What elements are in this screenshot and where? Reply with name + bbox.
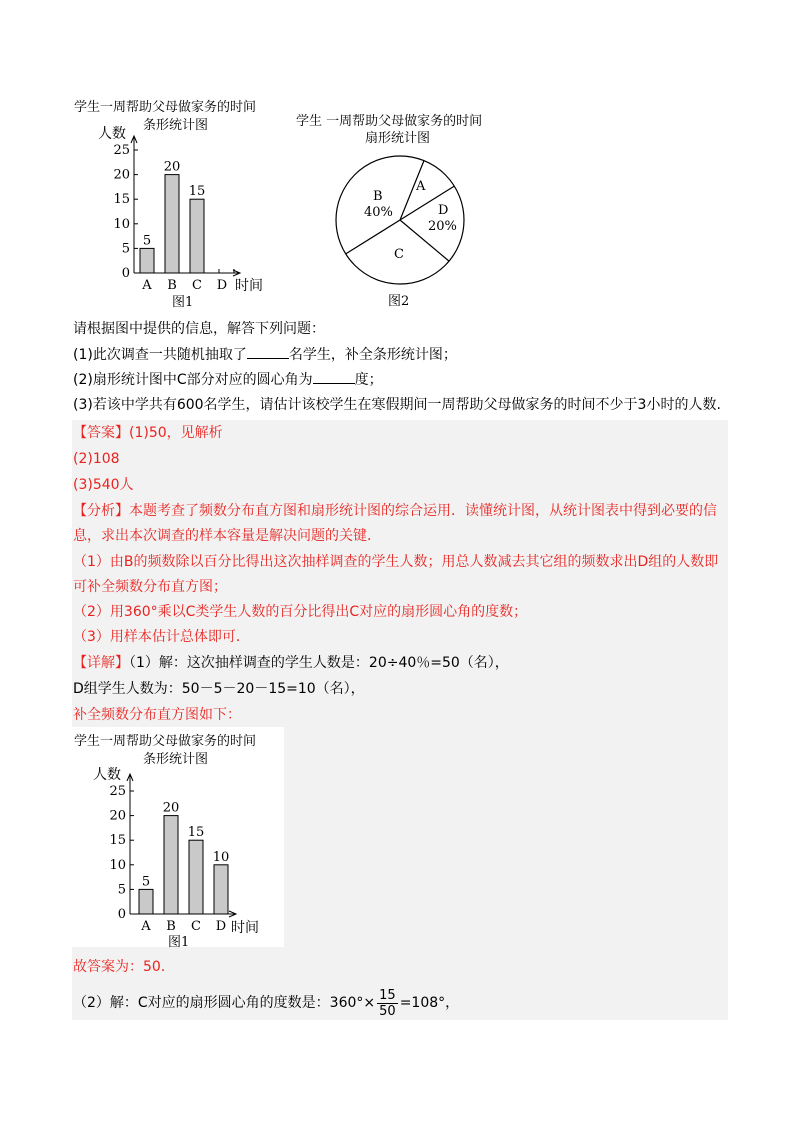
figure3-xlabel: 时间 [231, 920, 259, 936]
detail-tag: 【详解】 [73, 655, 129, 671]
bar-a [139, 889, 153, 914]
y-tick-label: 5 [121, 241, 130, 257]
category-label-d: D [216, 278, 228, 293]
figure2-title-line2: 扇形统计图 [365, 131, 431, 146]
question-1-text-b: 名学生，补全条形统计图； [288, 347, 457, 363]
data-label-b: 20 [163, 159, 181, 175]
y-tick-label: 25 [113, 143, 130, 158]
analysis-point-3: （3）用样本估计总体即可． [73, 629, 250, 645]
pie-label-b-pct: 40% [364, 205, 393, 220]
figure3-bar-chart [90, 758, 280, 948]
detail-text-4a: （2）解：C对应的扇形圆心角的度数是：360°× [73, 995, 376, 1011]
y-tick-label: 10 [113, 216, 130, 232]
y-tick-label: 0 [121, 266, 130, 281]
analysis-tag: 【分析】 [73, 503, 129, 519]
answer-1: (1)50，见解析 [129, 425, 223, 441]
detail-conclusion: 故答案为：50． [73, 959, 175, 975]
bar-c [189, 840, 203, 914]
y-tick-label: 20 [113, 167, 130, 183]
question-2-blank [313, 369, 355, 384]
bar-b [165, 175, 179, 273]
figure2-title-line1: 学生 一周帮助父母做家务的时间 [296, 114, 483, 129]
figure3-ylabel: 人数 [93, 767, 121, 783]
pie-label-b: B [373, 189, 383, 204]
question-3: (3)若该中学共有600名学生，请估计该校学生在寒假期间一周帮助父母做家务的时间不少于3小时的人数. [73, 397, 721, 413]
figure1-ylabel: 人数 [98, 126, 126, 142]
y-tick-label: 20 [109, 808, 126, 824]
data-label-a: 5 [141, 874, 151, 890]
data-label-c: 15 [187, 825, 205, 841]
detail-line-4 [73, 986, 459, 1020]
detail-line-3: 补全频数分布直方图如下： [73, 707, 241, 723]
answer-3: (3)540人 [73, 477, 134, 493]
data-label-c: 15 [188, 184, 206, 200]
figure1-title-line1: 学生一周帮助父母做家务的时间 [74, 100, 257, 115]
figure1-bar-chart [90, 118, 280, 318]
category-label-b: B [167, 278, 177, 293]
question-2-text-a: (2)扇形统计图中C部分对应的圆心角为 [73, 372, 313, 388]
figure2-caption: 图2 [388, 294, 410, 309]
bar-c [190, 199, 204, 273]
category-label-d: D [215, 919, 227, 934]
question-1-text-a: (1)此次调查一共随机抽取了 [73, 347, 247, 363]
y-tick-label: 10 [109, 857, 126, 873]
question-intro: 请根据图中提供的信息，解答下列问题： [73, 321, 325, 337]
figure3-title-line1: 学生一周帮助父母做家务的时间 [74, 734, 257, 749]
question-2 [73, 369, 383, 389]
fraction-denominator: 50 [379, 1003, 396, 1019]
figure1-title-line2: 条形统计图 [143, 118, 209, 133]
answer-tag: 【答案】 [73, 425, 129, 441]
y-tick-label: 15 [109, 833, 126, 849]
category-label-a: A [141, 919, 151, 934]
question-1-blank [247, 344, 289, 359]
bar-d [214, 865, 228, 914]
figure1-caption: 图1 [172, 295, 194, 310]
y-tick-label: 25 [109, 784, 126, 799]
category-label-c: C [192, 278, 202, 293]
question-2-text-b: 度； [354, 372, 383, 388]
detail-text-1: （1）解：这次抽样调查的学生人数是：20÷40％=50（名）， [129, 655, 509, 671]
analysis-line-1 [73, 502, 717, 520]
analysis-text-1: 本题考查了频数分布直方图和扇形统计图的综合运用．读懂统计图，从统计图表中得到必要的信 [129, 503, 717, 519]
question-1 [73, 344, 457, 364]
pie-boundary [346, 220, 400, 254]
detail-line-1 [73, 654, 509, 672]
pie-label-a: A [416, 179, 426, 194]
category-label-c: C [191, 919, 201, 934]
y-tick-label: 15 [113, 192, 130, 208]
figure3-title-line2: 条形统计图 [143, 752, 209, 767]
pie-label-c: C [394, 247, 404, 262]
analysis-point-1-line-1: （1）由B的频数除以百分比得出这次抽样调查的学生人数；用总人数减去其它组的频数求出D组的人数即 [73, 554, 719, 570]
analysis-line-2: 息，求出本次调查的样本容量是解决问题的关键． [73, 528, 381, 544]
data-label-d: 10 [212, 849, 230, 865]
y-tick-label: 5 [117, 882, 126, 898]
category-label-b: B [166, 919, 176, 934]
figure2-pie-chart [330, 150, 480, 315]
figure3-caption: 图1 [168, 935, 190, 948]
bar-b [164, 816, 178, 914]
detail-text-4b: =108°， [399, 995, 460, 1011]
pie-label-d-pct: 20% [428, 219, 457, 234]
answer-line-1 [73, 424, 223, 442]
analysis-point-2: （2）用360°乘以C类学生人数的百分比得出C对应的扇形圆心角的度数； [73, 604, 528, 620]
answer-2: (2)108 [73, 451, 120, 467]
analysis-point-1-line-2: 可补全频数分布直方图； [73, 579, 227, 595]
fraction [377, 988, 398, 1019]
data-label-a: 5 [142, 233, 152, 249]
data-label-b: 20 [162, 800, 180, 816]
y-tick-label: 0 [117, 907, 126, 922]
fraction-numerator: 15 [379, 987, 396, 1003]
pie-label-d: D [438, 203, 449, 218]
category-label-a: A [142, 278, 152, 293]
figure1-xlabel: 时间 [235, 278, 263, 294]
detail-line-2: D组学生人数为：50－5－20－15=10（名）， [73, 681, 365, 697]
bar-a [140, 248, 154, 273]
